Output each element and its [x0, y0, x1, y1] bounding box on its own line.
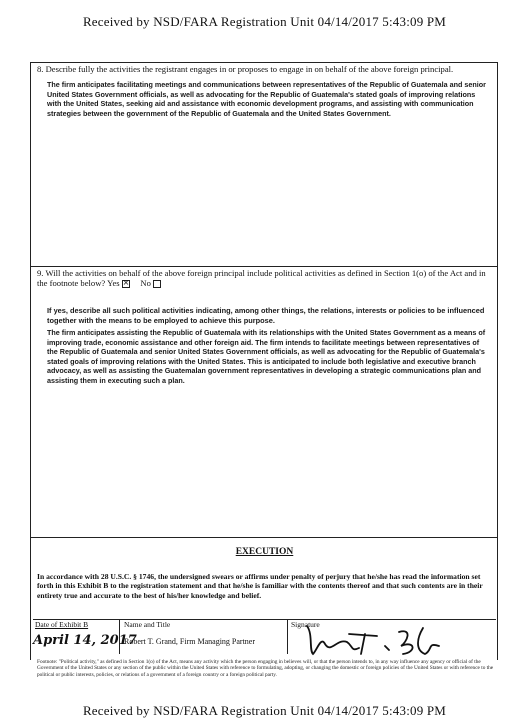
- item8-question: 8. Describe fully the activities the registrant engages in or proposes to engage in on behalf of the above foreign principal.: [37, 64, 454, 74]
- name-cell: [121, 620, 288, 654]
- date-value[interactable]: April 14, 2017: [33, 633, 137, 648]
- received-stamp-top: Received by NSD/FARA Registration Unit 04/14/2017 5:43:09 PM: [82, 14, 447, 29]
- item9-question-text: 9. Will the activities on behalf of the above foreign principal include political activities as defined in Section 1(o) of the Act and in the footnote below?: [37, 268, 486, 288]
- item9-instructions: If yes, describe all such political activities indicating, among other things, the relations, interests or policies to be influenced together with the means to be employed to achieve this purpose.: [47, 306, 485, 325]
- signature-mark[interactable]: [303, 624, 453, 656]
- execution-text: In accordance with 28 U.S.C. § 1746, the undersigned swears or affirms under penalty of perjury that he/she has read the information set forth in this Exhibit B to the registration statement and that he/she is familiar with the contents thereof and that such contents are in their entirety true and accurate to the best of his/her knowledge and belief.: [37, 572, 483, 600]
- no-checkbox[interactable]: [153, 280, 161, 288]
- item8-answer: The firm anticipates facilitating meetings and communications between representatives of the Republic of Guatemala and senior United States Government officials, as well as advocating for the Republic of Guatemala's stated goals of improving relations with the United States, seeking aid and assistance with economic development programs, and assisting with communication strategies between the government of the Republic of Guatemala and the United States Government.: [47, 80, 486, 118]
- yes-checkbox[interactable]: [122, 280, 130, 288]
- name-header: Name and Title: [124, 620, 171, 629]
- rule-top: [30, 62, 498, 63]
- item9-answer: The firm anticipates assisting the Republic of Guatemala with its relationships with the United States Government as a means of improving trade, economic assistance and other foreign aid. The firm intends to facilitate meetings between representatives of the Republic of Guatemala and senior United States Government officials, as well as advocating for the Republic of Guatemala's stated goals of improving relations with the United States. This is anticipated to include both legislative and executive branch advocacy, as well as assisting the Guatemalan government representatives in developing a strategic communications plan and assisting them in executing such a plan.: [47, 328, 486, 385]
- rule-item9: [30, 266, 498, 267]
- date-cell: [33, 620, 137, 654]
- item9-question: [37, 268, 492, 288]
- rule-execution: [30, 537, 498, 538]
- name-value[interactable]: Robert T. Grand, Firm Managing Partner: [124, 637, 256, 646]
- signature-table: [33, 619, 496, 658]
- execution-title: EXECUTION: [235, 547, 294, 557]
- received-stamp-bottom: Received by NSD/FARA Registration Unit 04/14/2017 5:43:09 PM: [82, 703, 447, 718]
- no-label: No: [140, 278, 151, 288]
- footnote: Footnote: "Political activity," as defined in Section 1(o) of the Act, means any activity which the person engaging in believes will, or that the person intends to, in any way influence any agency or official of the Government of the United States or any section of the public within the United States with reference to formulating, adopting, or changing the domestic or foreign policies of the United States or with reference to the political or public interests, policies, or relations of a government of a foreign country or a foreign political party.: [37, 659, 494, 678]
- signature-header: Signature: [291, 620, 320, 629]
- date-header: Date of Exhibit B: [35, 620, 89, 629]
- yes-label: Yes: [107, 278, 120, 288]
- signature-cell: [289, 620, 496, 654]
